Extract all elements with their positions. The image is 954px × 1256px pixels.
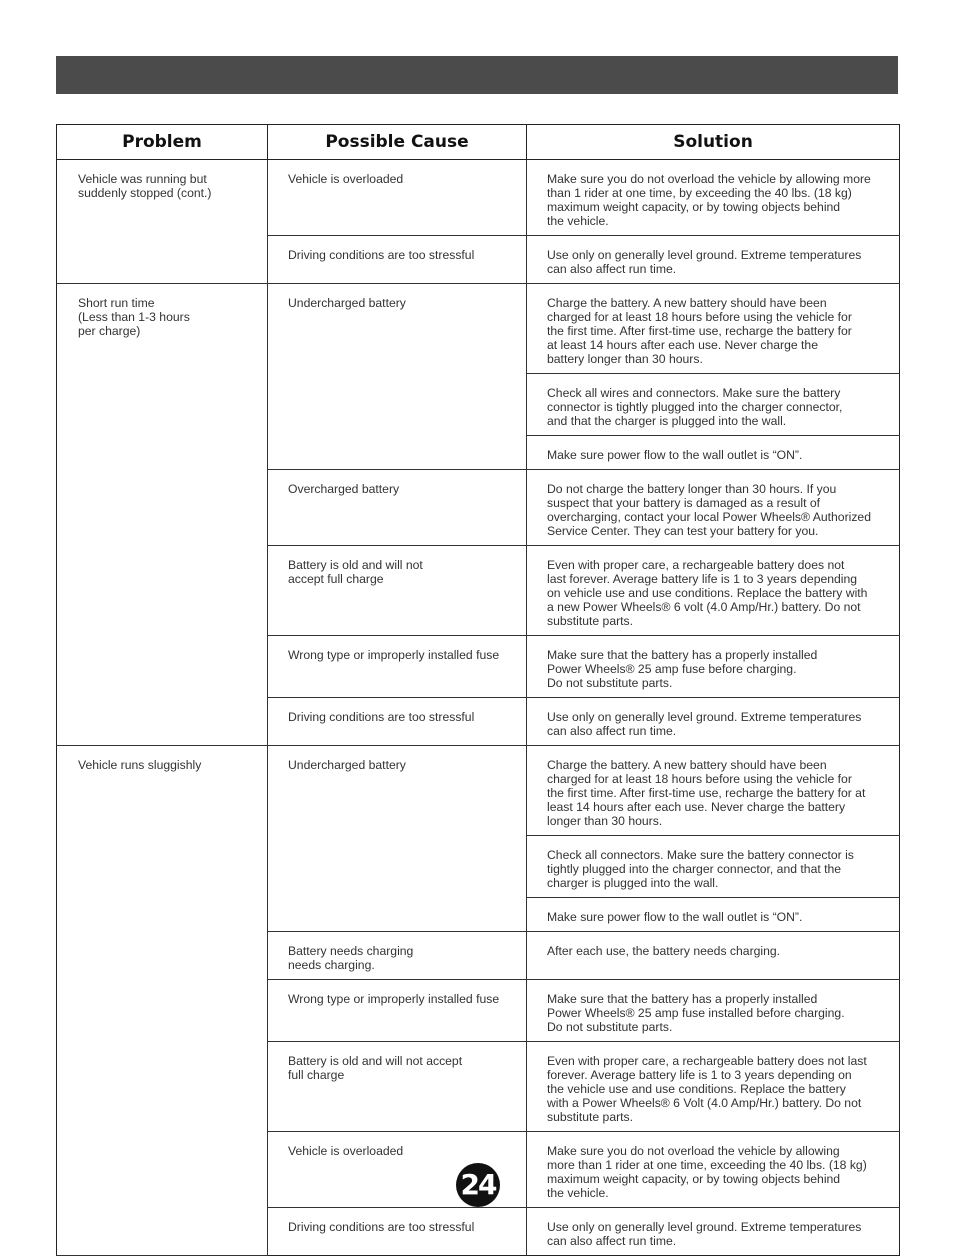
- problem-cell: Short run time (Less than 1-3 hours per charge): [57, 284, 268, 746]
- header-row: [57, 125, 900, 160]
- solution-cell: Make sure power flow to the wall outlet is “ON”.: [527, 436, 900, 470]
- table-row: [57, 284, 900, 374]
- solution-cell: Even with proper care, a rechargeable battery does not last forever. Average battery life is 1 to 3 years depending on the vehicle use and use conditions. Replace the battery with a Power Wheels® 6 Volt (4.0 Amp/Hr.) battery. Do not substitute parts.: [527, 1042, 900, 1132]
- solution-cell: Make sure power flow to the wall outlet is “ON”.: [527, 898, 900, 932]
- problem-cell: Vehicle runs sluggishly: [57, 746, 268, 1256]
- cause-cell: Wrong type or improperly installed fuse: [268, 636, 527, 698]
- solution-cell: Even with proper care, a rechargeable battery does not last forever. Average battery life is 1 to 3 years depending on vehicle use and use conditions. Replace the battery with a new Power Wheels® 6 volt (4.0 Amp/Hr.) battery. Do not substitute parts.: [527, 546, 900, 636]
- solution-cell: Check all connectors. Make sure the battery connector is tightly plugged into the charger connector, and that the charger is plugged into the wall.: [527, 836, 900, 898]
- cause-cell: Battery needs charging needs charging.: [268, 932, 527, 980]
- cause-cell: Driving conditions are too stressful: [268, 698, 527, 746]
- cause-cell: Driving conditions are too stressful: [268, 236, 527, 284]
- table-header: [57, 125, 900, 160]
- cause-cell: Undercharged battery: [268, 746, 527, 932]
- solution-cell: Use only on generally level ground. Extreme temperatures can also affect run time.: [527, 1208, 900, 1256]
- table-body: [57, 160, 900, 1256]
- cause-cell: Vehicle is overloaded: [268, 160, 527, 236]
- cause-cell: Vehicle is overloaded: [268, 1132, 527, 1208]
- cause-cell: Undercharged battery: [268, 284, 527, 470]
- problem-cell: Vehicle was running but suddenly stopped (cont.): [57, 160, 268, 284]
- solution-cell: Do not charge the battery longer than 30 hours. If you suspect that your battery is damaged as a result of overcharging, contact your local Power Wheels® Authorized Service Center. They can test your battery for you.: [527, 470, 900, 546]
- solution-cell: After each use, the battery needs charging.: [527, 932, 900, 980]
- troubleshooting-table: [56, 124, 900, 1256]
- solution-cell: Use only on generally level ground. Extreme temperatures can also affect run time.: [527, 698, 900, 746]
- cause-cell: Driving conditions are too stressful: [268, 1208, 527, 1256]
- header-problem: Problem: [57, 125, 268, 160]
- solution-cell: Make sure that the battery has a properly installed Power Wheels® 25 amp fuse installed before charging. Do not substitute parts.: [527, 980, 900, 1042]
- solution-cell: Make sure you do not overload the vehicle by allowing more than 1 rider at one time, exceeding the 40 lbs. (18 kg) maximum weight capacity, or by towing objects behind the vehicle.: [527, 1132, 900, 1208]
- solution-cell: Charge the battery. A new battery should have been charged for at least 18 hours before using the vehicle for the first time. After first-time use, recharge the battery for at least 14 hours after each use. Never charge the battery longer than 30 hours.: [527, 746, 900, 836]
- cause-cell: Wrong type or improperly installed fuse: [268, 980, 527, 1042]
- solution-cell: Make sure you do not overload the vehicle by allowing more than 1 rider at one time, by exceeding the 40 lbs. (18 kg) maximum weight capacity, or by towing objects behind the vehicle.: [527, 160, 900, 236]
- solution-cell: Make sure that the battery has a properly installed Power Wheels® 25 amp fuse before charging. Do not substitute parts.: [527, 636, 900, 698]
- cause-cell: Battery is old and will not accept full charge: [268, 546, 527, 636]
- cause-cell: Overcharged battery: [268, 470, 527, 546]
- solution-cell: Charge the battery. A new battery should have been charged for at least 18 hours before using the vehicle for the first time. After first-time use, recharge the battery for at least 14 hours after each use. Never charge the battery longer than 30 hours.: [527, 284, 900, 374]
- solution-cell: Use only on generally level ground. Extreme temperatures can also affect run time.: [527, 236, 900, 284]
- cause-cell: Battery is old and will not accept full charge: [268, 1042, 527, 1132]
- header-possible-cause: Possible Cause: [268, 125, 527, 160]
- page-number-badge: 24: [456, 1163, 500, 1207]
- table-row: [57, 160, 900, 236]
- header-solution: Solution: [527, 125, 900, 160]
- table-row: [57, 746, 900, 836]
- header-bar: [56, 56, 898, 94]
- solution-cell: Check all wires and connectors. Make sure the battery connector is tightly plugged into the charger connector, and that the charger is plugged into the wall.: [527, 374, 900, 436]
